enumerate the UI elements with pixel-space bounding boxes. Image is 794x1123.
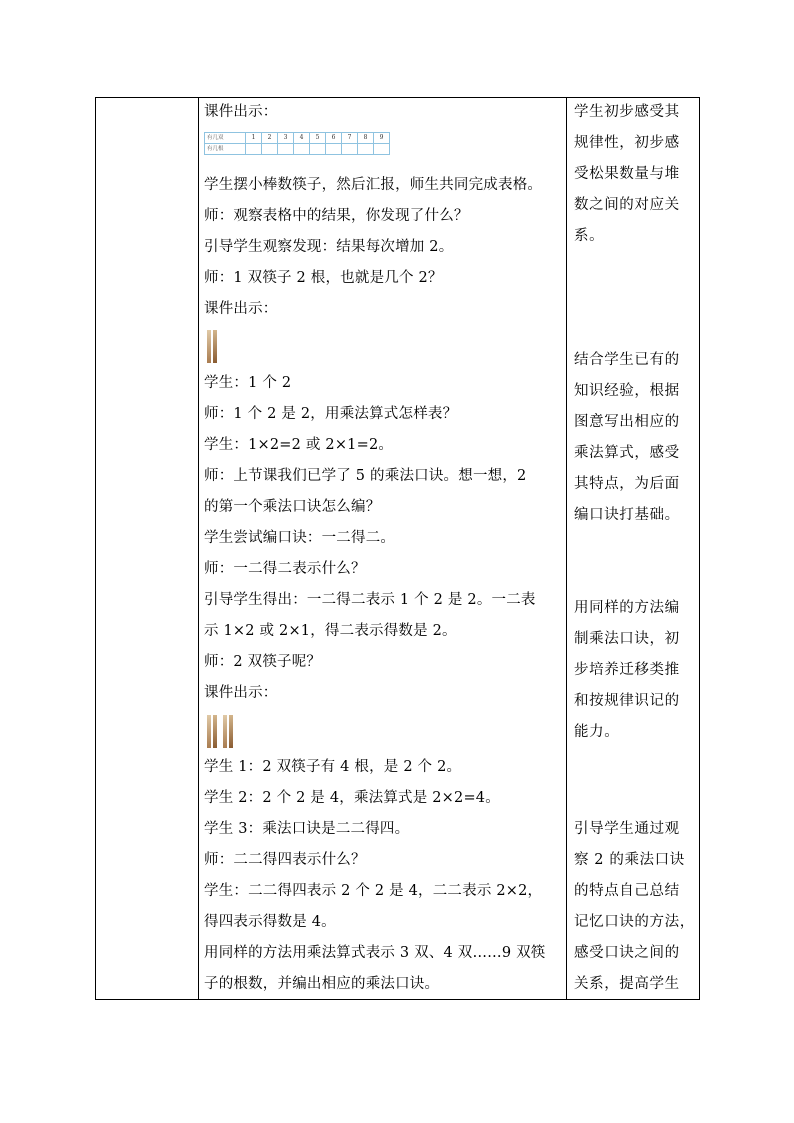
table-cell xyxy=(342,144,358,155)
note-line: 学生初步感受其 xyxy=(574,104,680,120)
note-line: 和按规律识记的 xyxy=(574,693,680,709)
text-line: 学生摆小棒数筷子，然后汇报，师生共同完成表格。 xyxy=(204,177,543,193)
text-line: 课件出示： xyxy=(204,104,278,120)
text-line: 师：观察表格中的结果，你发现了什么？ xyxy=(204,208,469,224)
note-line: 图意写出相应的 xyxy=(574,414,680,430)
text-line: 师：上节课我们已学了 5 的乘法口诀。想一想，2 xyxy=(204,468,527,484)
table-cell: 2 xyxy=(262,133,278,144)
note-line: 步培养迁移类推 xyxy=(574,662,680,678)
text-line: 师：2 双筷子呢？ xyxy=(204,654,322,670)
table-cell xyxy=(358,144,374,155)
text-line: 子的根数，并编出相应的乘法口诀。 xyxy=(204,976,440,992)
table-cell: 3 xyxy=(278,133,294,144)
text-line: 学生尝试编口诀：一二得二。 xyxy=(204,530,396,546)
text-line: 师：二二得四表示什么？ xyxy=(204,852,366,868)
text-line: 学生：1 个 2 xyxy=(204,375,292,391)
table-cell: 1 xyxy=(246,133,262,144)
note-line: 的特点自己总结 xyxy=(574,883,680,899)
note-line: 引导学生通过观 xyxy=(574,821,680,837)
text-line: 课件出示： xyxy=(204,301,278,317)
table-cell: 6 xyxy=(326,133,342,144)
note-line: 记忆口诀的方法， xyxy=(574,914,695,930)
note-line: 结合学生已有的 xyxy=(574,352,680,368)
note-line: 其特点，为后面 xyxy=(574,476,680,492)
text-line: 学生 2：2 个 2 是 4，乘法算式是 2×2=4。 xyxy=(204,790,500,806)
note-line: 编口诀打基础。 xyxy=(574,507,680,523)
note-line: 用同样的方法编 xyxy=(574,600,680,616)
column-divider-2 xyxy=(566,98,567,999)
note-line: 受松果数量与堆 xyxy=(574,166,680,182)
text-line: 学生：二二得四表示 2 个 2 是 4，二二表示 2×2， xyxy=(204,883,543,899)
table-cell xyxy=(294,144,310,155)
note-line: 感受口诀之间的 xyxy=(574,945,680,961)
text-line: 师：1 个 2 是 2，用乘法算式怎样表？ xyxy=(204,406,458,422)
column-divider-1 xyxy=(198,98,199,999)
table-cell xyxy=(278,144,294,155)
table-cell xyxy=(262,144,278,155)
table-cell: 4 xyxy=(294,133,310,144)
text-line: 引导学生得出：一二得二表示 1 个 2 是 2。一二表 xyxy=(204,592,536,608)
text-line: 示 1×2 或 2×1，得二表示得数是 2。 xyxy=(204,623,457,639)
text-line: 课件出示： xyxy=(204,685,278,701)
text-line: 得四表示得数是 4。 xyxy=(204,914,336,930)
table-cell xyxy=(246,144,262,155)
chopsticks-two-pairs-image xyxy=(206,715,236,748)
table-cell xyxy=(310,144,326,155)
table-cell xyxy=(326,144,342,155)
table-cell xyxy=(374,144,390,155)
text-line: 师：一二得二表示什么？ xyxy=(204,561,366,577)
text-line: 的第一个乘法口诀怎么编？ xyxy=(204,499,381,515)
text-line: 师：1 双筷子 2 根，也就是几个 2？ xyxy=(204,270,443,286)
note-line: 乘法算式，感受 xyxy=(574,445,680,461)
chopsticks-count-table xyxy=(204,132,390,155)
note-line: 察 2 的乘法口诀 xyxy=(574,852,685,868)
table-cell: 9 xyxy=(374,133,390,144)
table-cell: 8 xyxy=(358,133,374,144)
text-line: 学生 1：2 双筷子有 4 根，是 2 个 2。 xyxy=(204,759,462,775)
note-line: 制乘法口诀，初 xyxy=(574,631,680,647)
note-line: 数之间的对应关 xyxy=(574,197,680,213)
table-cell: 7 xyxy=(342,133,358,144)
note-line: 关系，提高学生 xyxy=(574,976,680,992)
text-line: 学生：1×2=2 或 2×1=2。 xyxy=(204,437,394,453)
note-line: 能力。 xyxy=(574,724,620,740)
row-label-pairs: 有几双 xyxy=(205,133,246,144)
note-line: 知识经验，根据 xyxy=(574,383,680,399)
note-line: 系。 xyxy=(574,228,605,244)
row-label-sticks: 有几根 xyxy=(205,144,246,155)
chopsticks-one-pair-image xyxy=(206,330,218,363)
note-line: 规律性，初步感 xyxy=(574,135,680,151)
text-line: 用同样的方法用乘法算式表示 3 双、4 双……9 双筷 xyxy=(204,945,546,961)
text-line: 引导学生观察发现：结果每次增加 2。 xyxy=(204,239,454,255)
text-line: 学生 3：乘法口诀是二二得四。 xyxy=(204,821,410,837)
table-cell: 5 xyxy=(310,133,326,144)
lesson-table xyxy=(95,97,700,1000)
